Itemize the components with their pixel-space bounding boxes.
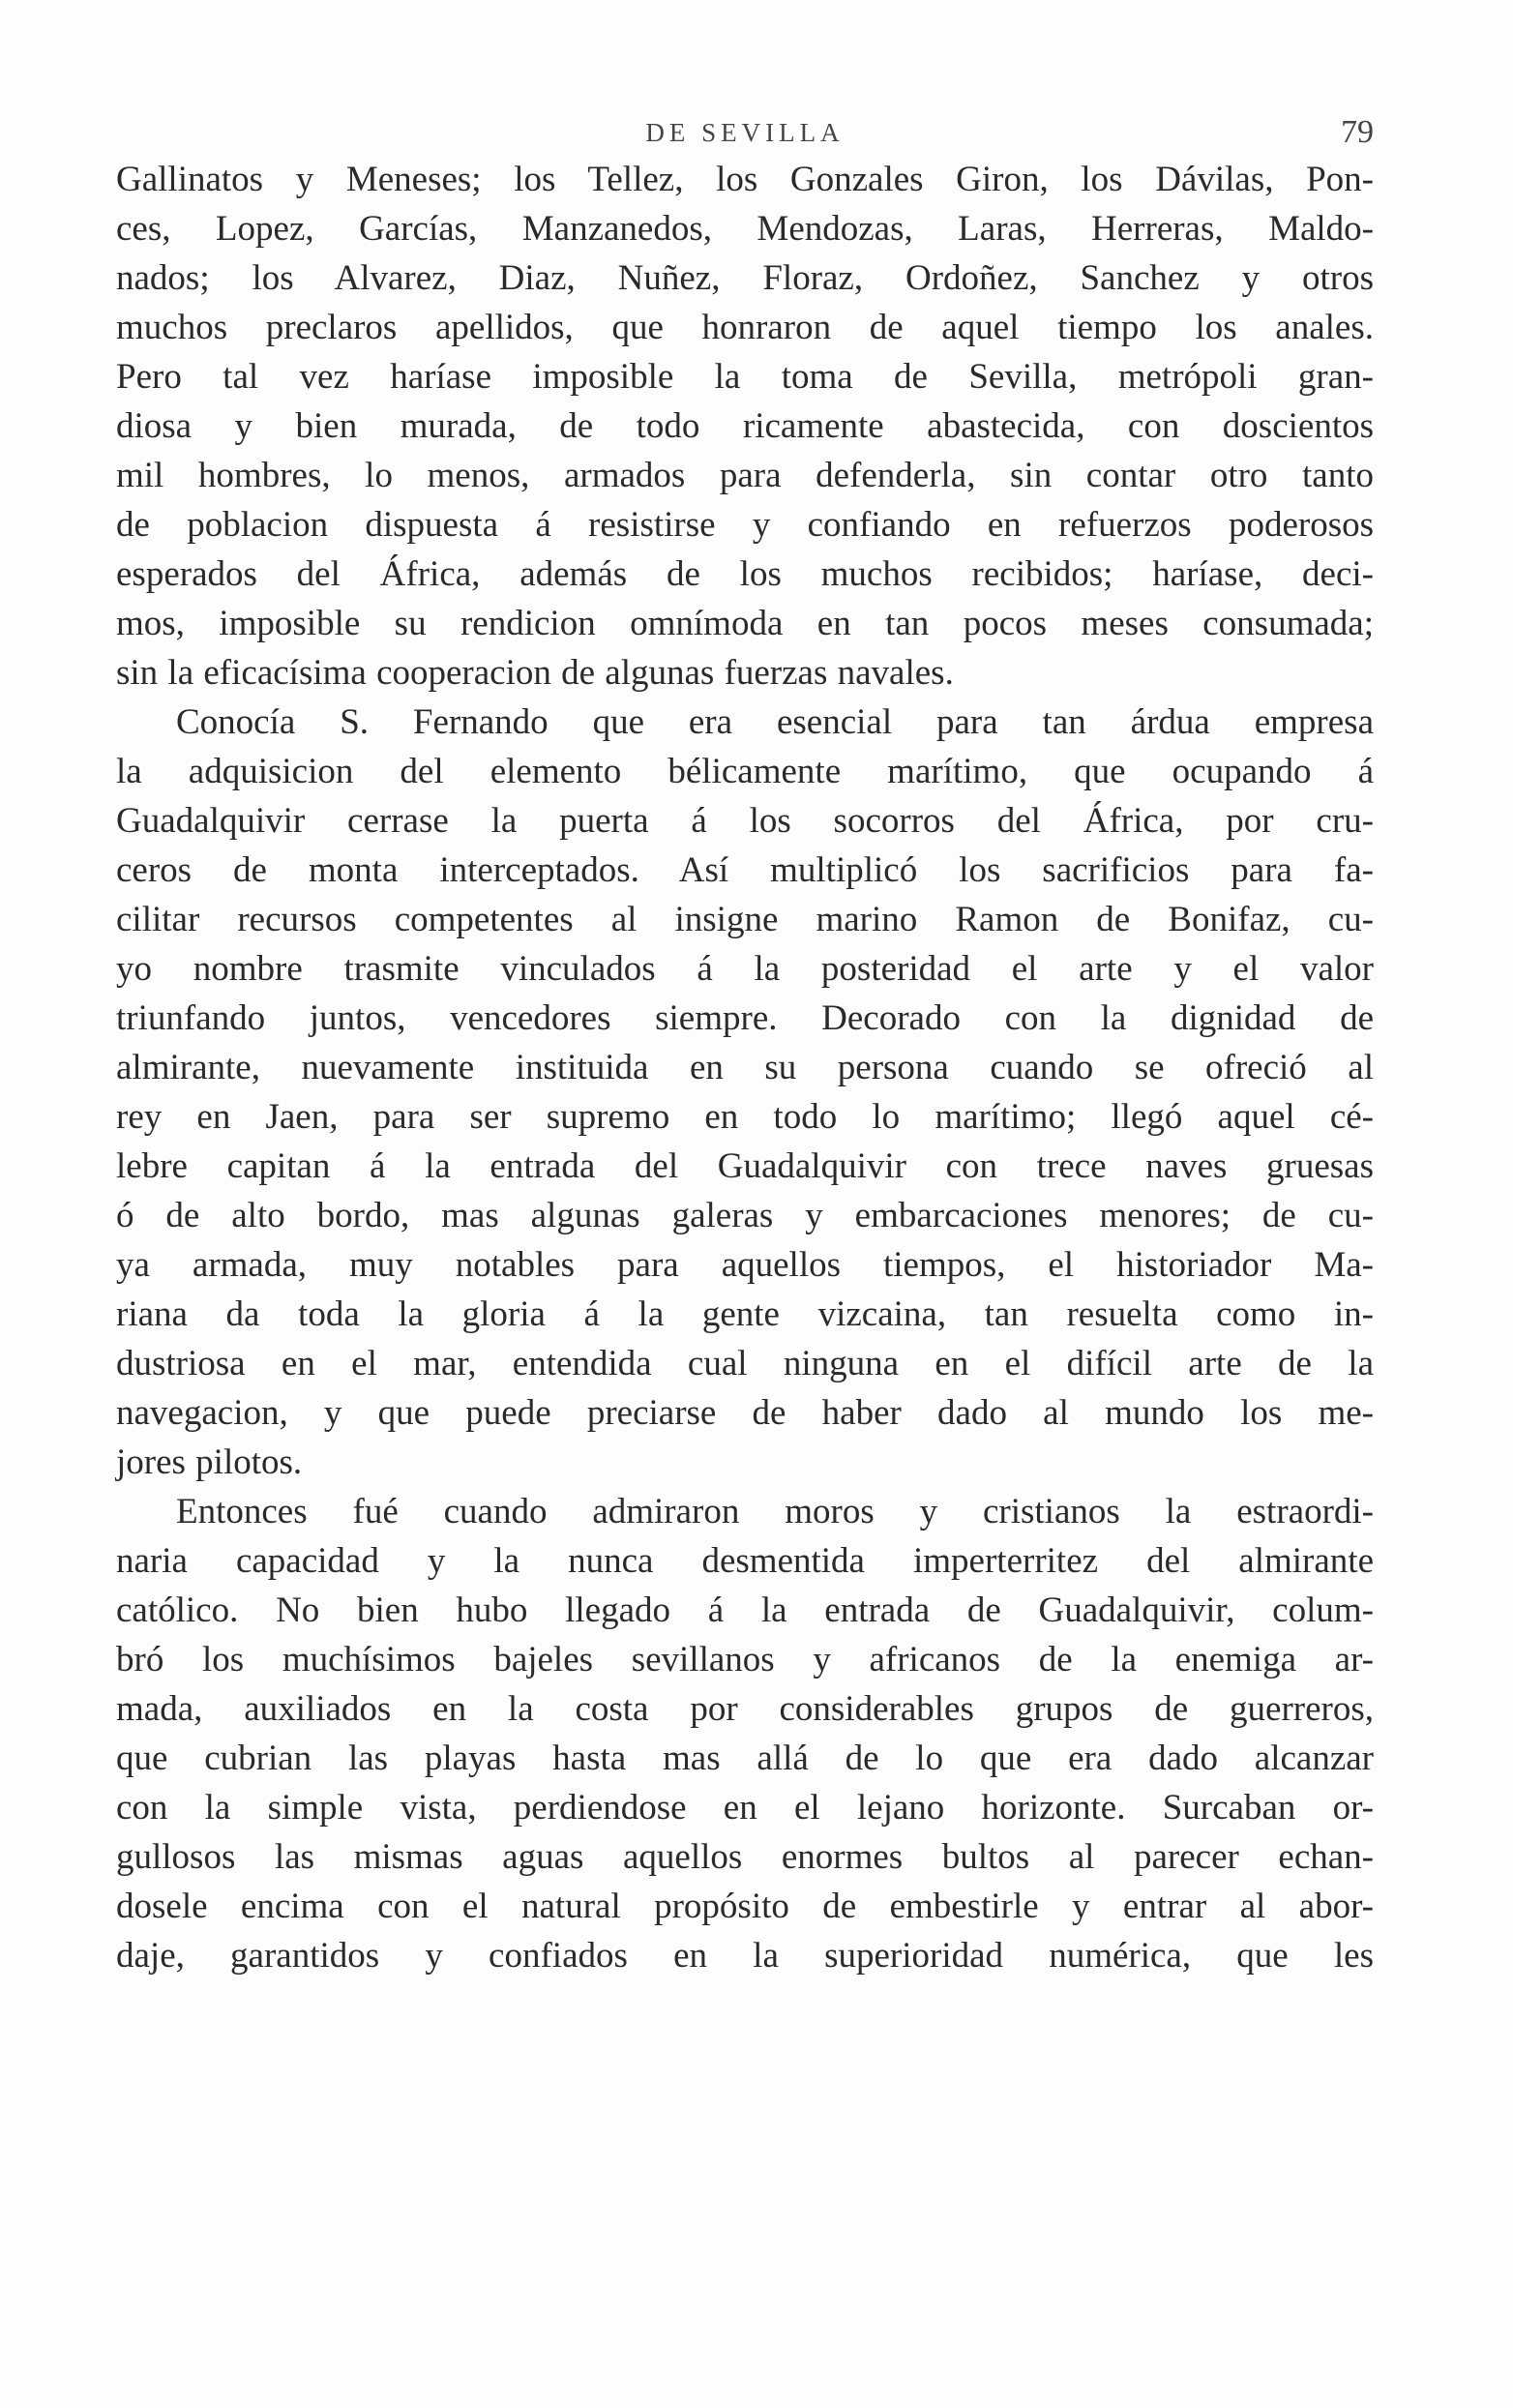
text-line: ces, Lopez, Garcías, Manzanedos, Mendozas, Laras, Herreras, Maldo- [116,209,1374,249]
text-line: navegacion, y que puede preciarse de haber dado al mundo los me- [116,1393,1374,1433]
text-line: cilitar recursos competentes al insigne marino Ramon de Bonifaz, cu- [116,900,1374,939]
paragraph [116,698,1374,1487]
text-line: jores pilotos. [116,1442,303,1482]
text-line: diosa y bien murada, de todo ricamente abastecida, con doscientos [116,406,1374,446]
text-line: ceros de monta interceptados. Así multiplicó los sacrificios para fa- [116,850,1374,890]
text-line: yo nombre trasmite vinculados á la posteridad el arte y el valor [116,949,1374,989]
text-line: Gallinatos y Meneses; los Tellez, los Gonzales Giron, los Dávilas, Pon- [116,160,1374,199]
text-line: lebre capitan á la entrada del Guadalquivir con trece naves gruesas [116,1146,1374,1186]
text-line: ya armada, muy notables para aquellos tiempos, el historiador Ma- [116,1245,1374,1285]
body-text [116,155,1374,1980]
text-line: católico. No bien hubo llegado á la entrada de Guadalquivir, colum- [116,1590,1374,1630]
text-line: que cubrian las playas hasta mas allá de lo que era dado alcanzar [116,1739,1374,1778]
text-line: mos, imposible su rendicion omnímoda en tan pocos meses consumada; [116,604,1374,643]
text-line: Guadalquivir cerrase la puerta á los socorros del África, por cru- [116,801,1374,841]
text-line: esperados del África, además de los muchos recibidos; haríase, deci- [116,554,1374,594]
text-line: nados; los Alvarez, Diaz, Nuñez, Floraz, Ordoñez, Sanchez y otros [116,258,1374,298]
text-line: Entonces fué cuando admiraron moros y cristianos la estraordi- [176,1492,1374,1531]
text-line: sin la eficacísima cooperacion de algunas fuerzas navales. [116,653,954,693]
text-line: ó de alto bordo, mas algunas galeras y embarcaciones menores; de cu- [116,1196,1374,1235]
paragraph [116,1487,1374,1980]
text-line: de poblacion dispuesta á resistirse y confiando en refuerzos poderosos [116,505,1374,545]
text-line: almirante, nuevamente instituida en su persona cuando se ofreció al [116,1048,1374,1087]
page-number: 79 [1341,114,1374,150]
text-line: mil hombres, lo menos, armados para defenderla, sin contar otro tanto [116,456,1374,495]
text-line: daje, garantidos y confiados en la superioridad numérica, que les [116,1936,1374,1976]
text-line: con la simple vista, perdiendose en el lejano horizonte. Surcaban or- [116,1788,1374,1828]
text-line: la adquisicion del elemento bélicamente marítimo, que ocupando á [116,752,1374,791]
text-line: Pero tal vez haríase imposible la toma de Sevilla, metrópoli gran- [116,357,1374,397]
text-line: naria capacidad y la nunca desmentida imperterritez del almirante [116,1541,1374,1581]
text-line: bró los muchísimos bajeles sevillanos y africanos de la enemiga ar- [116,1640,1374,1680]
text-line: Conocía S. Fernando que era esencial para tan árdua empresa [176,702,1374,742]
text-line: triunfando juntos, vencedores siempre. Decorado con la dignidad de [116,998,1374,1038]
text-line: riana da toda la gloria á la gente vizcaina, tan resuelta como in- [116,1294,1374,1334]
text-line: rey en Jaen, para ser supremo en todo lo marítimo; llegó aquel cé- [116,1097,1374,1137]
text-line: mada, auxiliados en la costa por considerables grupos de guerreros, [116,1689,1374,1729]
running-title: DE SEVILLA [645,118,845,147]
paragraph [116,155,1374,698]
text-line: gullosos las mismas aguas aquellos enormes bultos al parecer echan- [116,1837,1374,1877]
text-line: muchos preclaros apellidos, que honraron de aquel tiempo los anales. [116,308,1374,347]
text-line: dustriosa en el mar, entendida cual ninguna en el difícil arte de la [116,1344,1374,1383]
text-line: dosele encima con el natural propósito de embestirle y entrar al abor- [116,1887,1374,1926]
